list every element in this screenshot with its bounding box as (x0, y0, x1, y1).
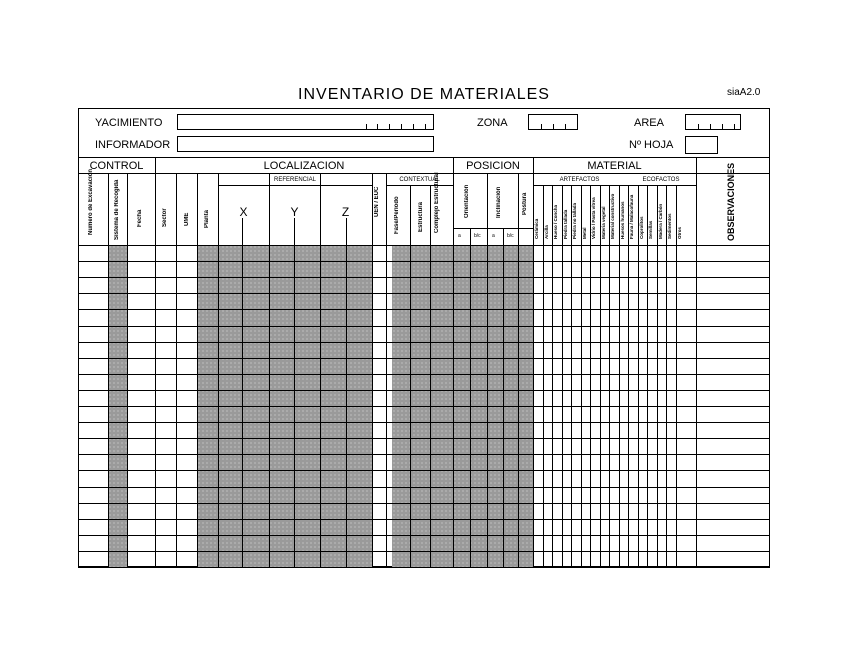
yacimiento-field[interactable] (177, 114, 434, 130)
table-row-line (78, 567, 770, 568)
posicion-ab-divider (453, 228, 533, 229)
loc-col-line (320, 173, 321, 567)
col-fecha: Fecha (137, 209, 143, 227)
col-planta: Planta (204, 209, 210, 228)
form-title: INVENTARIO DE MATERIALES (298, 86, 550, 103)
header-divider (78, 157, 770, 158)
coord-tick-line (294, 218, 295, 567)
col-sistema-recogida: Sistema de Recogida (114, 179, 120, 240)
material-col-line (647, 185, 648, 567)
field-tick (553, 124, 554, 129)
col-complejo-estructural: Complejo Estructural (434, 172, 440, 233)
col-material-13: Semillas (648, 220, 653, 239)
col-material-14: Madera / Carbón (657, 203, 663, 239)
posicion-heading: POSICION (466, 160, 520, 172)
contextual-col-line (430, 185, 431, 567)
coord-y: Y (290, 205, 299, 219)
form-code: siaA2.0 (727, 87, 761, 98)
loc-col-line (176, 173, 177, 567)
section-separator (533, 157, 534, 567)
table-row-line (78, 503, 770, 504)
table-row-line (78, 470, 770, 471)
col-numero-excavacion: Numero de Excavación (88, 168, 94, 235)
artefactos-divider (533, 185, 626, 186)
material-col-line (571, 185, 572, 567)
table-row-line (78, 487, 770, 488)
table-row-line (78, 358, 770, 359)
col-material-10: Huesos humanos (619, 201, 625, 239)
table-row-line (78, 535, 770, 536)
hoja-label: Nº HOJA (629, 139, 674, 151)
field-tick (377, 124, 378, 129)
table-row-line (78, 438, 770, 439)
col-inclinacion: Inclinación (496, 186, 502, 218)
material-col-line (657, 185, 658, 567)
material-col-line (562, 185, 563, 567)
field-tick (413, 124, 414, 129)
yacimiento-label: YACIMIENTO (95, 117, 163, 129)
contextual-divider (386, 185, 453, 186)
referencial-divider (218, 185, 372, 186)
contextual-heading: CONTEXTUAL (399, 177, 440, 183)
table-row-line (78, 406, 770, 407)
material-col-line (676, 185, 677, 567)
table-row-line (78, 309, 770, 310)
table-row-line (78, 245, 770, 246)
section-divider (78, 173, 770, 174)
loc-col-line (269, 173, 270, 567)
zona-label: ZONA (477, 117, 508, 129)
col-postura: Postura (522, 192, 528, 215)
referencial-heading: REFERENCIAL (273, 177, 316, 183)
table-row-line (78, 293, 770, 294)
inclinacion-a: a (492, 233, 495, 239)
material-heading: MATERIAL (587, 160, 642, 172)
col-material-7: Vidrio / Pasta vítrea (591, 197, 596, 239)
coord-tick-line (242, 218, 243, 567)
col-material-16: Otros (676, 226, 682, 239)
coord-tick-line (346, 218, 347, 567)
material-col-line (543, 185, 544, 567)
col-fase-periodo: Fase/Periodo (394, 196, 400, 234)
material-col-line (600, 185, 601, 567)
field-tick (389, 124, 390, 129)
material-col-line (581, 185, 582, 567)
loc-col-line (197, 173, 198, 567)
area-label: AREA (634, 117, 664, 129)
posicion-col-line (470, 228, 471, 567)
localizacion-heading: LOCALIZACION (263, 160, 345, 172)
section-separator (453, 157, 454, 567)
material-col-line (628, 185, 629, 567)
orientacion-a: a (458, 233, 461, 239)
control-col-line (108, 173, 109, 567)
col-material-9: Material constructivo (610, 193, 615, 239)
table-row-line (78, 277, 770, 278)
field-tick (710, 124, 711, 129)
control-right-border (155, 157, 156, 567)
material-col-line (638, 185, 639, 567)
loc-col-line (218, 173, 219, 567)
posicion-head-line (487, 173, 488, 228)
section-separator (696, 157, 697, 567)
informador-field[interactable] (177, 136, 434, 152)
field-tick (734, 124, 735, 129)
table-row-line (78, 342, 770, 343)
col-estructura: Estructura (418, 201, 424, 232)
table-row-line (78, 422, 770, 423)
col-material-4: Piedra tallada (562, 209, 568, 239)
col-material-5: Piedra no tallada (572, 202, 577, 239)
table-row-line (78, 551, 770, 552)
field-tick (541, 124, 542, 129)
observaciones-heading: OBSERVACIONES (726, 162, 736, 241)
material-col-line (666, 185, 667, 567)
hoja-field[interactable] (685, 136, 718, 154)
ecofactos-divider (626, 185, 696, 186)
field-tick (366, 124, 367, 129)
contextual-col-line (410, 185, 411, 567)
ecofactos-heading: ECOFACTOS (642, 177, 680, 183)
control-col-line (127, 173, 128, 567)
col-material-1: Cerámica (534, 218, 539, 239)
coord-x: X (239, 205, 248, 219)
table-row-line (78, 519, 770, 520)
col-material-2: Arcilla (543, 225, 549, 239)
inclinacion-bc: b/c (507, 233, 514, 239)
table-row-line (78, 261, 770, 262)
material-col-line (609, 185, 610, 567)
loc-col-line (386, 173, 387, 567)
col-orientacion: Orientación (464, 184, 470, 218)
col-material-6: Metal (581, 227, 587, 239)
field-tick (722, 124, 723, 129)
col-ume: UME (184, 212, 190, 226)
col-material-3: Hueso / Concha (553, 204, 558, 239)
artefactos-heading: ARTEFACTOS (559, 177, 600, 183)
field-tick (401, 124, 402, 129)
informador-label: INFORMADOR (95, 139, 171, 151)
col-sector: Sector (162, 208, 168, 227)
field-tick (698, 124, 699, 129)
material-col-line (552, 185, 553, 567)
table-row-line (78, 374, 770, 375)
loc-col-line (372, 173, 373, 567)
posicion-col-line (503, 228, 504, 567)
material-col-line (590, 185, 591, 567)
field-tick (565, 124, 566, 129)
col-uen-euc: UEN / EUC (374, 186, 380, 217)
area-field[interactable] (685, 114, 741, 130)
posicion-col-line (487, 228, 488, 567)
col-material-11: Fauna / Malacofauna (629, 194, 634, 239)
orientacion-bc: b/c (474, 233, 481, 239)
material-col-line (619, 185, 620, 567)
coord-z: Z (341, 205, 350, 219)
table-row-line (78, 326, 770, 327)
col-material-12: Coprolitos (638, 216, 644, 239)
control-heading: CONTROL (89, 160, 144, 172)
table-row-line (78, 454, 770, 455)
col-material-8: Materia vegetal (600, 206, 606, 239)
field-tick (425, 124, 426, 129)
table-row-line (78, 390, 770, 391)
posicion-head-line (518, 173, 519, 228)
col-material-15: Sedimentos (667, 213, 672, 239)
posicion-col-line (518, 228, 519, 567)
